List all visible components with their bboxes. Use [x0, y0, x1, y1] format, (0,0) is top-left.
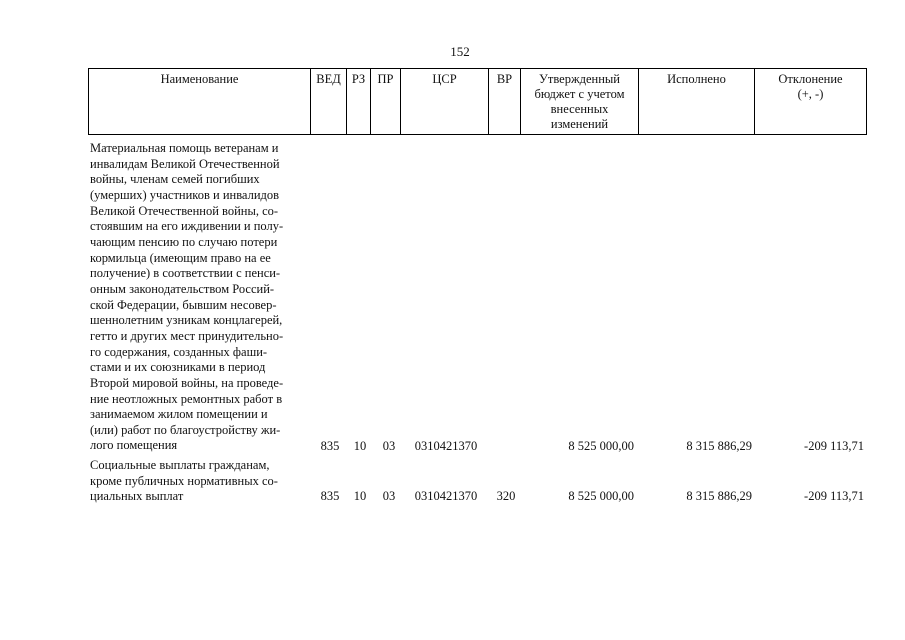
header-csr: ЦСР	[401, 69, 489, 135]
row-2-csr: 0310421370	[414, 489, 478, 503]
page-number: 152	[450, 44, 470, 59]
budget-table-header	[88, 68, 867, 135]
row-2-name: Социальные выплаты гражданам, кроме публичных нормативных со- циальных выплат	[90, 458, 278, 504]
row-1-executed: 8 315 886,29	[686, 439, 752, 453]
row-2-executed: 8 315 886,29	[686, 489, 752, 503]
header-ved: ВЕД	[311, 69, 347, 135]
row-1-deviation: -209 113,71	[804, 439, 864, 453]
row-2-deviation: -209 113,71	[804, 489, 864, 503]
row-1-name: Материальная помощь ветеранам и инвалидам Великой Отечественной войны, членам семей погибших (умерших) участников и инвалидов Великой Отечественной войны, со- стоявшим на его иждивении и полу- чающим пенсию по случаю потери кормильца (имеющим право на ее получение) в соответствии с пенси- онным законодательством Россий- ской Федерации, бывшим несовер- шеннолетним узникам концлагерей, гетто и других мест принудительно- го содержания, созданных фаши- стами и их союзниками в период Второй мировой войны, на проведе- ние неотложных ремонтных работ в занимаемом жилом помещении и (или) работ по благоустройству жи- лого помещения	[90, 141, 284, 453]
row-2-ved: 835	[320, 489, 340, 503]
row-1-pr: 03	[382, 439, 396, 453]
row-1-ved: 835	[320, 439, 340, 453]
row-1-rz: 10	[353, 439, 367, 453]
row-1-csr: 0310421370	[414, 439, 478, 453]
row-2-rz: 10	[353, 489, 367, 503]
header-approved: Утвержденный бюджет с учетом внесенных изменений	[521, 69, 639, 135]
header-rz: РЗ	[347, 69, 371, 135]
row-2-pr: 03	[382, 489, 396, 503]
header-pr: ПР	[371, 69, 401, 135]
row-2-vr: 320	[496, 489, 516, 503]
row-1-approved: 8 525 000,00	[568, 439, 634, 453]
row-2-approved: 8 525 000,00	[568, 489, 634, 503]
header-executed: Исполнено	[639, 69, 755, 135]
header-deviation: Отклонение (+, -)	[755, 69, 867, 135]
header-vr: ВР	[489, 69, 521, 135]
header-name: Наименование	[89, 69, 311, 135]
